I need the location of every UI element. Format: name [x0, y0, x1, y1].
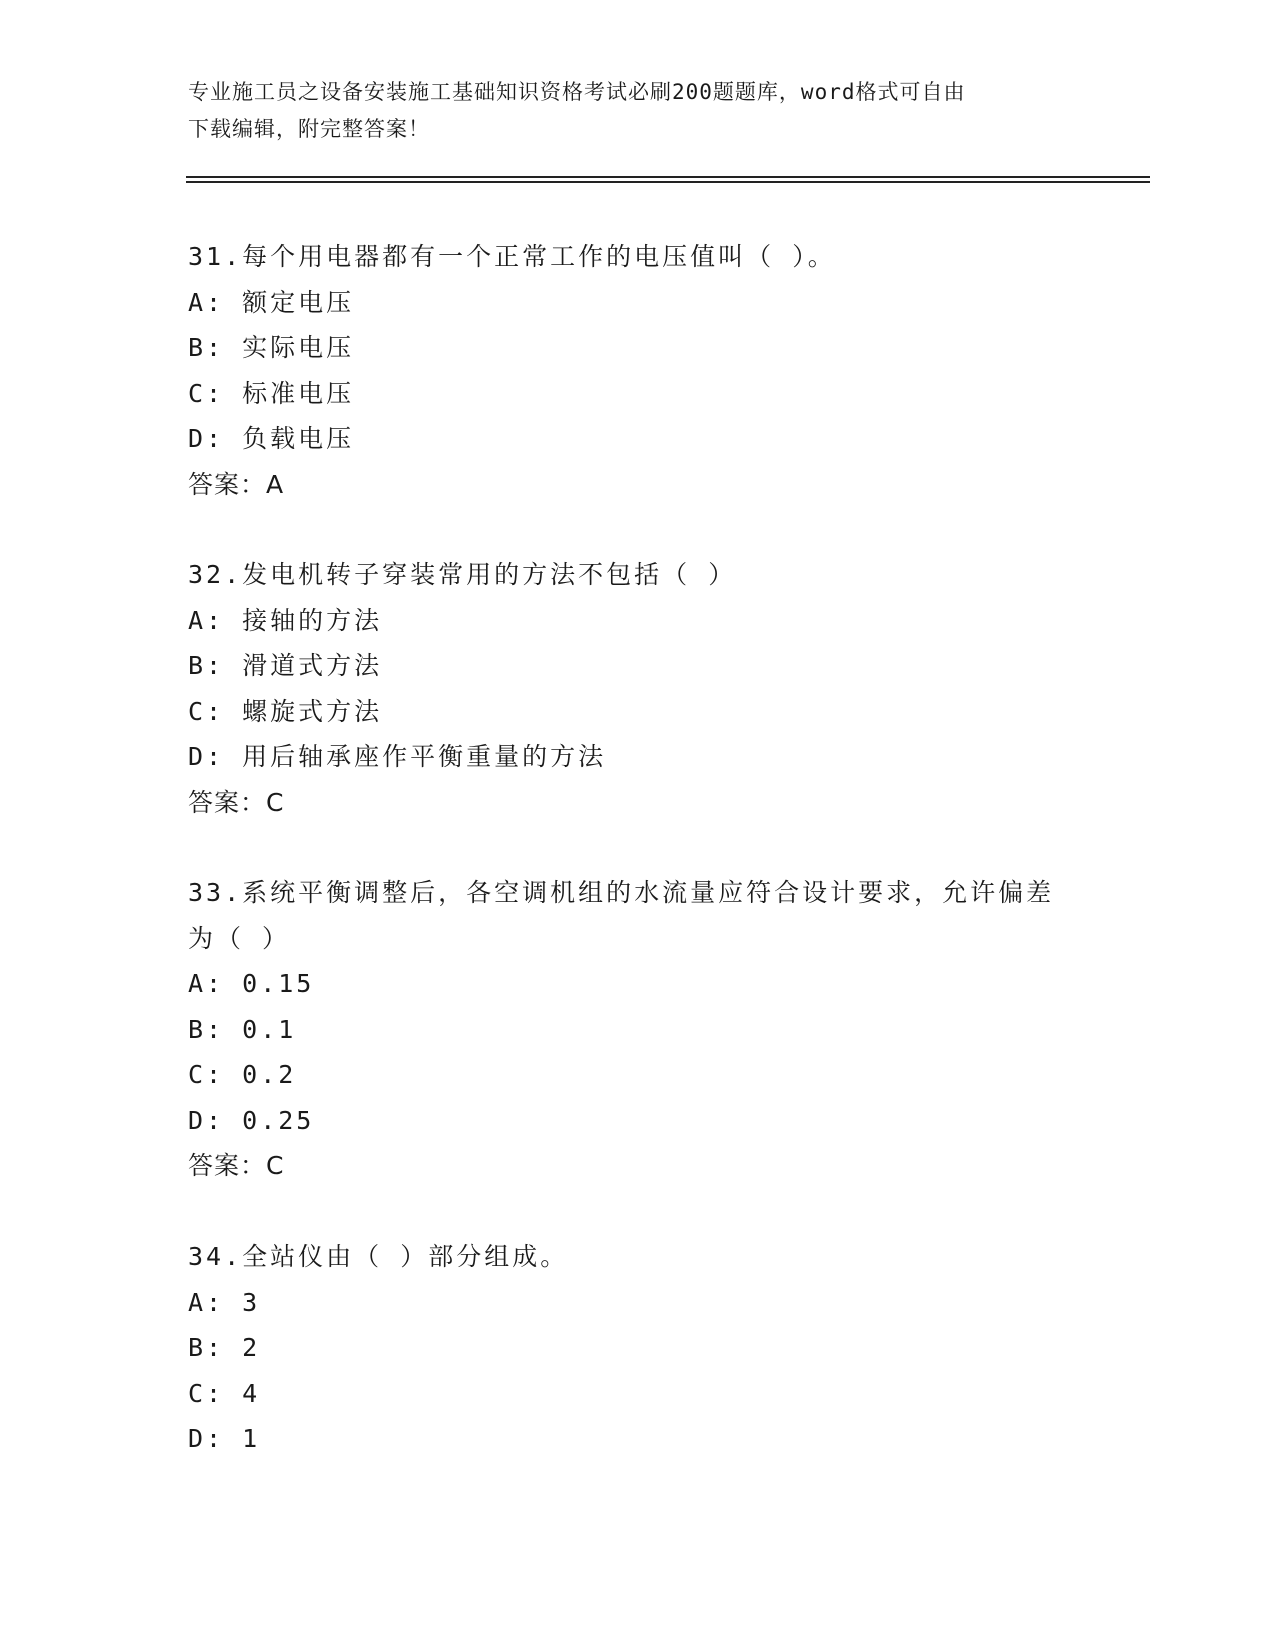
- option-b: B: 实际电压: [188, 333, 355, 362]
- header-line-1: 专业施工员之设备安装施工基础知识资格考试必刷200题题库，word格式可自由: [188, 80, 966, 104]
- option-d: D: 0.25: [188, 1105, 315, 1135]
- option-a: A: 额定电压: [188, 287, 355, 317]
- header-line-2: 下载编辑，附完整答案！: [188, 117, 430, 141]
- option-b: B: 滑道式方法: [188, 651, 383, 680]
- option-d: D: 负载电压: [188, 424, 355, 453]
- header-divider-top: [186, 176, 1150, 178]
- option-d: D: 1: [188, 1424, 261, 1453]
- option-b: B: 2: [188, 1333, 261, 1362]
- option-c: C: 标准电压: [188, 378, 355, 408]
- question-block: [188, 1234, 1088, 1462]
- option-a: A: 3: [188, 1287, 261, 1317]
- option-a: A: 接轴的方法: [188, 605, 383, 635]
- question-stem-continued: 为（ ）: [188, 923, 291, 953]
- question-stem: 34.全站仪由（ ）部分组成。: [188, 1242, 569, 1271]
- option-b: B: 0.1: [188, 1014, 297, 1044]
- option-c: C: 螺旋式方法: [188, 696, 383, 726]
- question-block: [188, 234, 1088, 507]
- answer-line: 答案：C: [188, 787, 285, 817]
- option-c: C: 4: [188, 1378, 261, 1408]
- answer-line: 答案：A: [188, 469, 285, 499]
- question-stem: 31.每个用电器都有一个正常工作的电压值叫（ ）。: [188, 242, 836, 271]
- question-block: [188, 552, 1088, 825]
- option-a: A: 0.15: [188, 969, 315, 998]
- answer-line: 答案：C: [188, 1151, 285, 1180]
- option-c: C: 0.2: [188, 1060, 297, 1089]
- question-stem: 33.系统平衡调整后，各空调机组的水流量应符合设计要求，允许偏差: [188, 878, 1055, 907]
- header-divider-bottom: [186, 181, 1150, 183]
- option-d: D: 用后轴承座作平衡重量的方法: [188, 742, 607, 771]
- question-stem: 32.发电机转子穿装常用的方法不包括（ ）: [188, 560, 737, 589]
- question-block: [188, 870, 1088, 1189]
- document-header: [188, 74, 1088, 148]
